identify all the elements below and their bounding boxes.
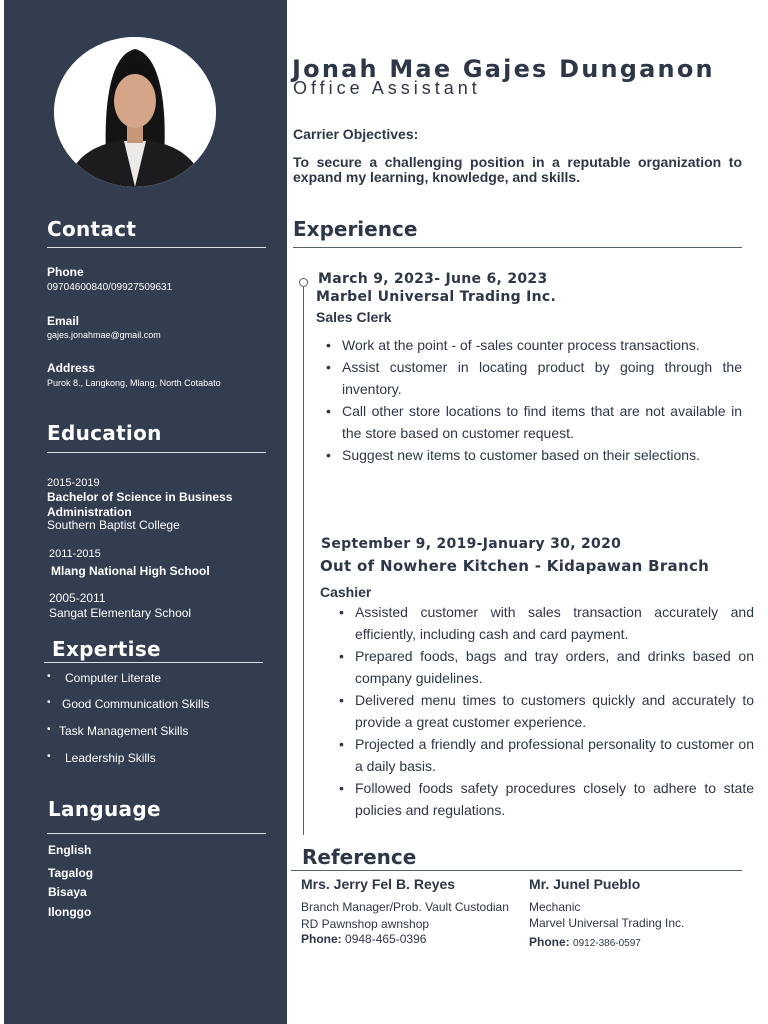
experience-heading: Experience <box>293 217 418 241</box>
reference-phone-value: 0912-386-0597 <box>573 938 641 949</box>
sidebar <box>4 0 287 1024</box>
phone-value: 09704600840/09927509631 <box>47 282 173 293</box>
expertise-item: Computer Literate <box>65 671 162 685</box>
bullet-icon: • <box>47 671 51 682</box>
address-value: Purok 8., Langkong, Mlang, North Cotabato <box>47 378 221 388</box>
reference-organization: RD Pawnshop awnshop <box>301 917 430 931</box>
education-years: 2011-2015 <box>49 548 101 560</box>
education-degree: Bachelor of Science in Business Administration <box>47 490 233 519</box>
phone-label: Phone <box>47 265 84 279</box>
reference-name: Mr. Junel Pueblo <box>529 876 641 892</box>
contact-heading: Contact <box>47 217 137 241</box>
contact-divider <box>47 247 266 248</box>
language-item: Bisaya <box>48 885 87 899</box>
profile-photo <box>54 37 216 187</box>
reference-phone <box>301 932 426 946</box>
job-duty-item: • Projected a friendly and professional personality to customer on a daily basis. <box>329 733 754 777</box>
job-duty-item: • Assisted customer with sales transaction accurately and efficiently, including cash and card payment. <box>329 601 754 645</box>
job-role-title: Office Assistant <box>293 78 481 98</box>
objective-text: To secure a challenging position in a reputable organization to expand my learning, knowledge, and skills. <box>293 154 742 185</box>
expertise-divider <box>44 662 263 663</box>
reference-heading: Reference <box>302 845 417 869</box>
resume-name: Jonah Mae Gajes Dunganon <box>292 55 715 83</box>
job-company: Out of Nowhere Kitchen - Kidapawan Branch <box>320 557 710 575</box>
language-item: English <box>48 843 92 857</box>
reference-organization: Marvel Universal Trading Inc. <box>529 916 685 930</box>
education-years: 2005-2011 <box>49 591 106 605</box>
reference-title: Mechanic <box>529 900 581 914</box>
bullet-icon: • <box>47 724 51 735</box>
language-item: Tagalog <box>48 866 94 880</box>
reference-phone <box>529 935 641 949</box>
bullet-icon: • <box>47 751 51 762</box>
timeline-line <box>303 283 304 835</box>
experience-divider <box>293 247 742 248</box>
job-position: Sales Clerk <box>316 309 392 325</box>
job-company: Marbel Universal Trading Inc. <box>316 289 557 305</box>
job-duty-item: • Assist customer in locating product by going through the inventory. <box>316 356 742 400</box>
expertise-item: Good Communication Skills <box>62 697 210 711</box>
reference-name: Mrs. Jerry Fel B. Reyes <box>301 876 456 892</box>
expertise-item: Leadership Skills <box>65 751 156 765</box>
email-value: gajes.jonahmae@gmail.com <box>47 330 161 340</box>
education-school: Sangat Elementary School <box>49 606 192 620</box>
language-heading: Language <box>48 797 161 821</box>
job-duty-item: • Suggest new items to customer based on their selections. <box>316 444 742 466</box>
job-duty-item: • Prepared foods, bags and tray orders, and drinks based on company guidelines. <box>329 645 754 689</box>
education-school: Southern Baptist College <box>47 518 180 532</box>
job-duties-list <box>316 334 742 466</box>
education-years: 2015-2019 <box>47 477 100 489</box>
reference-phone-value: 0948-465-0396 <box>345 932 427 946</box>
language-item: Ilonggo <box>48 905 92 919</box>
job-duty-item: • Followed foods safety procedures closely to adhere to state policies and regulations. <box>329 777 754 821</box>
expertise-heading: Expertise <box>52 637 161 661</box>
timeline-dot-icon <box>299 278 308 287</box>
job-duty-item: • Delivered menu times to customers quickly and accurately to provide a great customer experience. <box>329 689 754 733</box>
reference-title: Branch Manager/Prob. Vault Custodian <box>301 900 509 914</box>
education-school: Mlang National High School <box>51 564 210 578</box>
job-duties-list <box>329 601 754 821</box>
job-dates: March 9, 2023- June 6, 2023 <box>318 271 548 287</box>
job-duty-item: • Call other store locations to find items that are not available in the store based on customer request. <box>316 400 742 444</box>
language-divider <box>47 833 266 834</box>
reference-phone-label: Phone: <box>301 932 342 946</box>
expertise-item: Task Management Skills <box>59 724 189 738</box>
reference-divider <box>291 870 742 871</box>
education-divider <box>47 452 266 453</box>
job-position: Cashier <box>320 584 372 600</box>
reference-phone-label: Phone: <box>529 935 570 949</box>
objective-heading: Carrier Objectives: <box>293 126 419 142</box>
education-heading: Education <box>47 421 162 445</box>
job-duty-item: • Work at the point - of -sales counter process transactions. <box>316 334 742 356</box>
bullet-icon: • <box>47 697 51 708</box>
address-label: Address <box>47 361 96 375</box>
email-label: Email <box>47 314 80 328</box>
job-dates: September 9, 2019-January 30, 2020 <box>321 536 622 552</box>
